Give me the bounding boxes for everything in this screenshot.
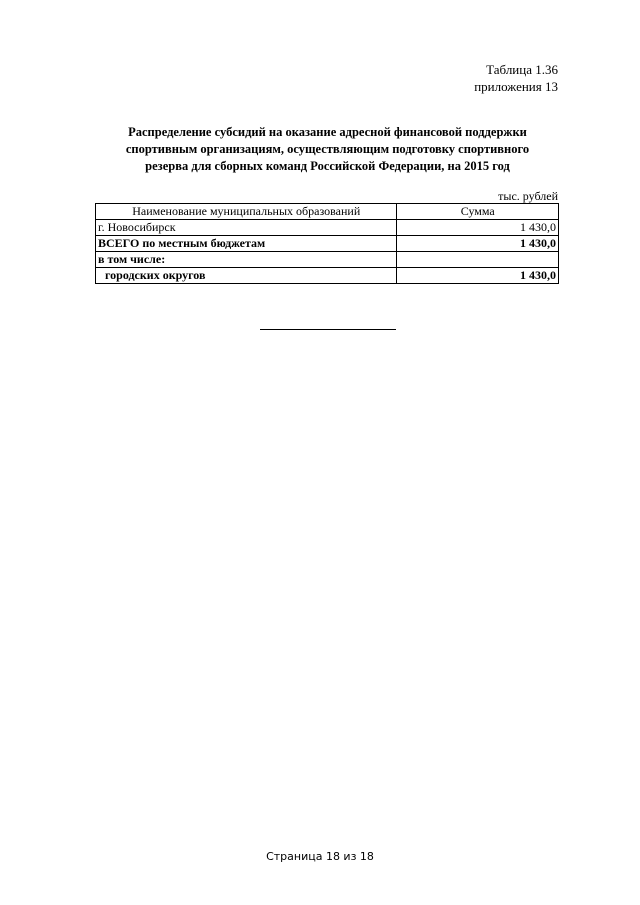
row-sum: 1 430,0 (397, 220, 559, 236)
title-line-3: резерва для сборных команд Российской Федерации, на 2015 год (145, 159, 510, 173)
column-header-sum: Сумма (397, 204, 559, 220)
row-sum: 1 430,0 (397, 236, 559, 252)
row-sum: 1 430,0 (397, 268, 559, 284)
unit-label: тыс. рублей (498, 189, 558, 203)
column-header-name: Наименование муниципальных образований (96, 204, 397, 220)
row-name: г. Новосибирск (96, 220, 397, 236)
table-reference (474, 61, 558, 95)
row-name: ВСЕГО по местным бюджетам (96, 236, 397, 252)
table-row (96, 220, 559, 236)
row-name: в том числе: (96, 252, 397, 268)
document-title (96, 124, 559, 175)
subsidy-table (95, 203, 559, 284)
closing-divider (260, 329, 396, 330)
page-number: Страница 18 из 18 (266, 850, 374, 863)
title-line-1: Распределение субсидий на оказание адресной финансовой поддержки (128, 125, 527, 139)
table-row (96, 268, 559, 284)
table-row-subheading (96, 252, 559, 268)
row-sum (397, 252, 559, 268)
table-row-total (96, 236, 559, 252)
appendix-reference: приложения 13 (474, 79, 558, 94)
table-number: Таблица 1.36 (486, 62, 558, 77)
table-header-row (96, 204, 559, 220)
title-line-2: спортивным организациям, осуществляющим подготовку спортивного (125, 142, 530, 156)
row-name: городских округов (96, 268, 397, 284)
